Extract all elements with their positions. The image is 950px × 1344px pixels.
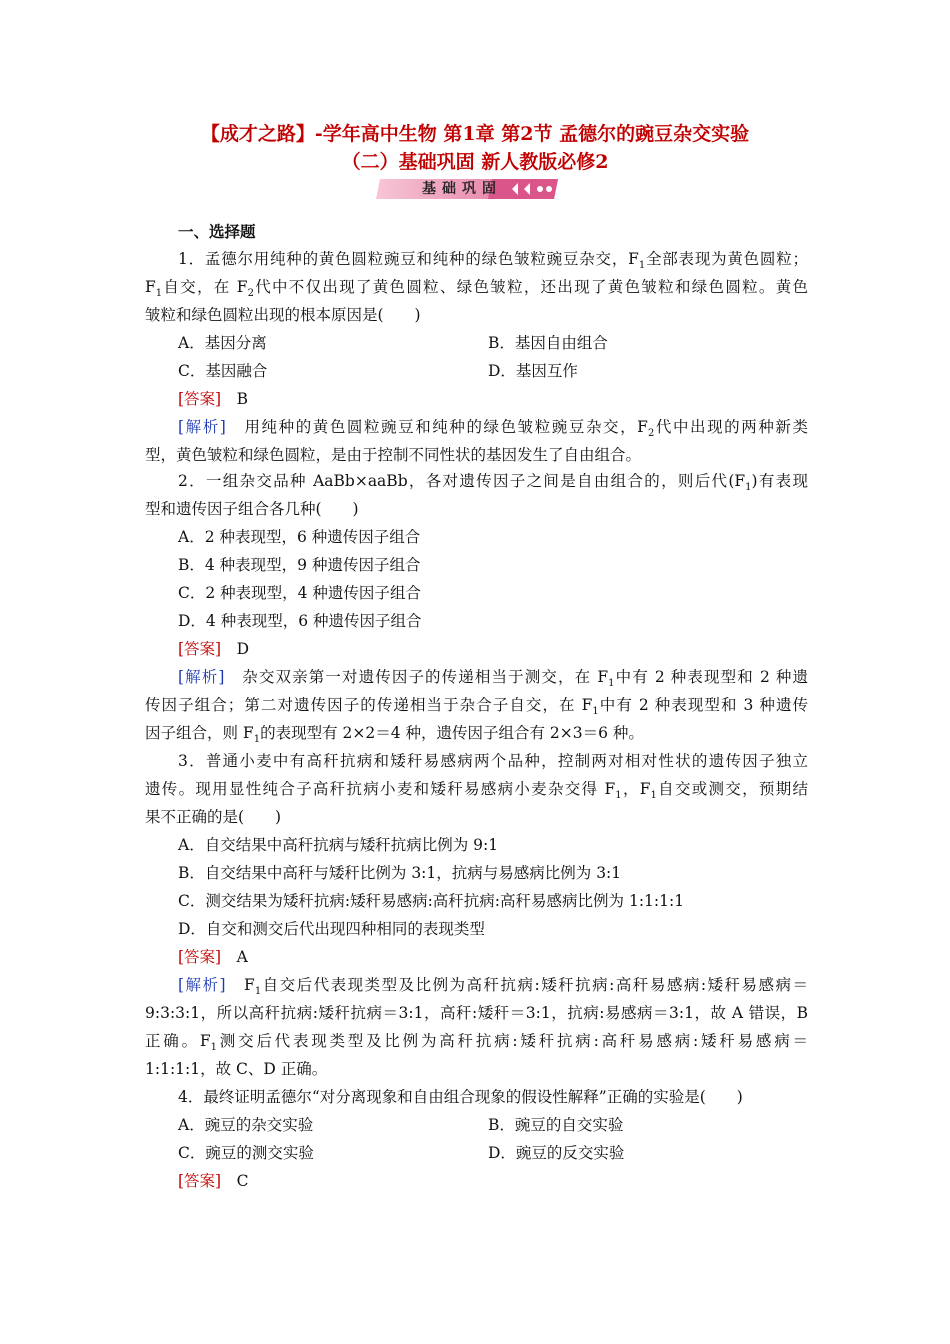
q2-answer: [答案] D [178,640,250,658]
q4-option-b: B．豌豆的自交实验 [488,1116,624,1134]
answer-tag: [答案] [178,390,222,408]
answer-tag: [答案] [178,1172,222,1190]
question-1-text-line2: $F_1$自交，在 $F_2$代中不仅出现了黄色圆粒、绿色皱粒，还出现了黄色皱粒和绿色圆粒。黄色 [145,278,808,300]
analysis-tag: [解析] [178,976,226,994]
question-1-text: 1．孟德尔用纯种的黄色圆粒豌豆和纯种的绿色皱粒豌豆杂交，$F_1$全部表现为黄色圆粒； [178,250,808,272]
q3-analysis: [解析] $F_1$自交后代表现类型及比例为高秆抗病:矮秆抗病:高秆易感病:矮秆易感病＝ [178,976,808,998]
q2-option-c: C．2 种表现型，4 种遗传因子组合 [178,584,421,602]
q3-option-c: C．测交结果为矮秆抗病:矮秆易感病:高秆抗病:高秆易感病比例为 1:1:1:1 [178,892,685,910]
q3-answer: [答案] A [178,948,248,966]
q1-option-c: C．基因融合 [178,362,268,380]
question-1-text-line3: 皱粒和绿色圆粒出现的根本原因是( ) [145,306,421,324]
q2-option-a: A．2 种表现型，6 种遗传因子组合 [178,528,421,546]
answer-tag: [答案] [178,948,222,966]
analysis-tag: [解析] [178,418,226,436]
q3-analysis-line3: 正确。$F_1$测交后代表现类型及比例为高秆抗病:矮秆抗病:高秆易感病:矮秆易感病＝ [145,1032,808,1054]
q4-option-c: C．豌豆的测交实验 [178,1144,314,1162]
q3-analysis-line2: 9:3:3:1，所以高秆抗病:矮秆抗病＝3:1，高秆:矮秆＝3:1，抗病:易感病＝3:1，故 A 错误，B [145,1004,808,1022]
q2-analysis: [解析] 杂交双亲第一对遗传因子的传递相当于测交，在 $F_1$中有 2 种表现型和 2 种遗 [178,668,808,690]
q3-analysis-line4: 1:1:1:1，故 C、D 正确。 [145,1060,328,1078]
q1-analysis: [解析] 用纯种的黄色圆粒豌豆和纯种的绿色皱粒豌豆杂交，$F_2$代中出现的两种新类 [178,418,808,440]
q4-answer: [答案] C [178,1172,249,1190]
q1-option-a: A．基因分离 [178,334,267,352]
q4-option-d: D．豌豆的反交实验 [488,1144,625,1162]
q2-option-d: D．4 种表现型，6 种遗传因子组合 [178,612,422,630]
question-2-text: 2．一组杂交品种 AaBb×aaBb，各对遗传因子之间是自由组合的，则后代$(F_1)$有表现 [178,472,808,494]
page-title: 【成才之路】-学年高中生物 第1章 第2节 孟德尔的豌豆杂交实验 [200,123,750,145]
q3-option-d: D．自交和测交后代出现四种相同的表现类型 [178,920,485,938]
question-4-text: 4．最终证明孟德尔“对分离现象和自由组合现象的假设性解释”正确的实验是( ) [178,1088,743,1106]
analysis-tag: [解析] [178,668,225,686]
section-heading: 一、选择题 [178,222,256,241]
q2-analysis-line3: 因子组合，则 $F_1$的表现型有 2×2＝4 种，遗传因子组合有 2×3＝6 种。 [145,724,644,746]
question-3-text-line3: 果不正确的是( ) [145,808,282,826]
question-3-text-line2: 遗传。现用显性纯合子高秆抗病小麦和矮秆易感病小麦杂交得 $F_1$，$F_1$自交或测交，预期结 [145,780,808,802]
q2-analysis-line2: 传因子组合；第二对遗传因子的传递相当于杂合子自交，在 $F_1$中有 2 种表现型和 3 种遗传 [145,696,809,718]
page-title-line2: （二）基础巩固 新人教版必修2 [341,151,609,173]
answer-tag: [答案] [178,640,222,658]
q2-option-b: B．4 种表现型，9 种遗传因子组合 [178,556,421,574]
question-3-text: 3．普通小麦中有高秆抗病和矮秆易感病两个品种，控制两对相对性状的遗传因子独立 [178,752,808,770]
q1-answer: [答案] B [178,390,249,408]
q4-option-a: A．豌豆的杂交实验 [178,1116,314,1134]
question-2-text-line2: 型和遗传因子组合各几种( ) [145,500,359,518]
section-banner-label: 基础巩固 [422,181,502,197]
q3-option-a: A．自交结果中高秆抗病与矮秆抗病比例为 9:1 [178,836,499,854]
q1-option-d: D．基因互作 [488,362,578,380]
q1-option-b: B．基因自由组合 [488,334,608,352]
q1-analysis-line2: 型，黄色皱粒和绿色圆粒，是由于控制不同性状的基因发生了自由组合。 [145,446,642,464]
q3-option-b: B．自交结果中高秆与矮秆比例为 3:1，抗病与易感病比例为 3:1 [178,864,622,882]
